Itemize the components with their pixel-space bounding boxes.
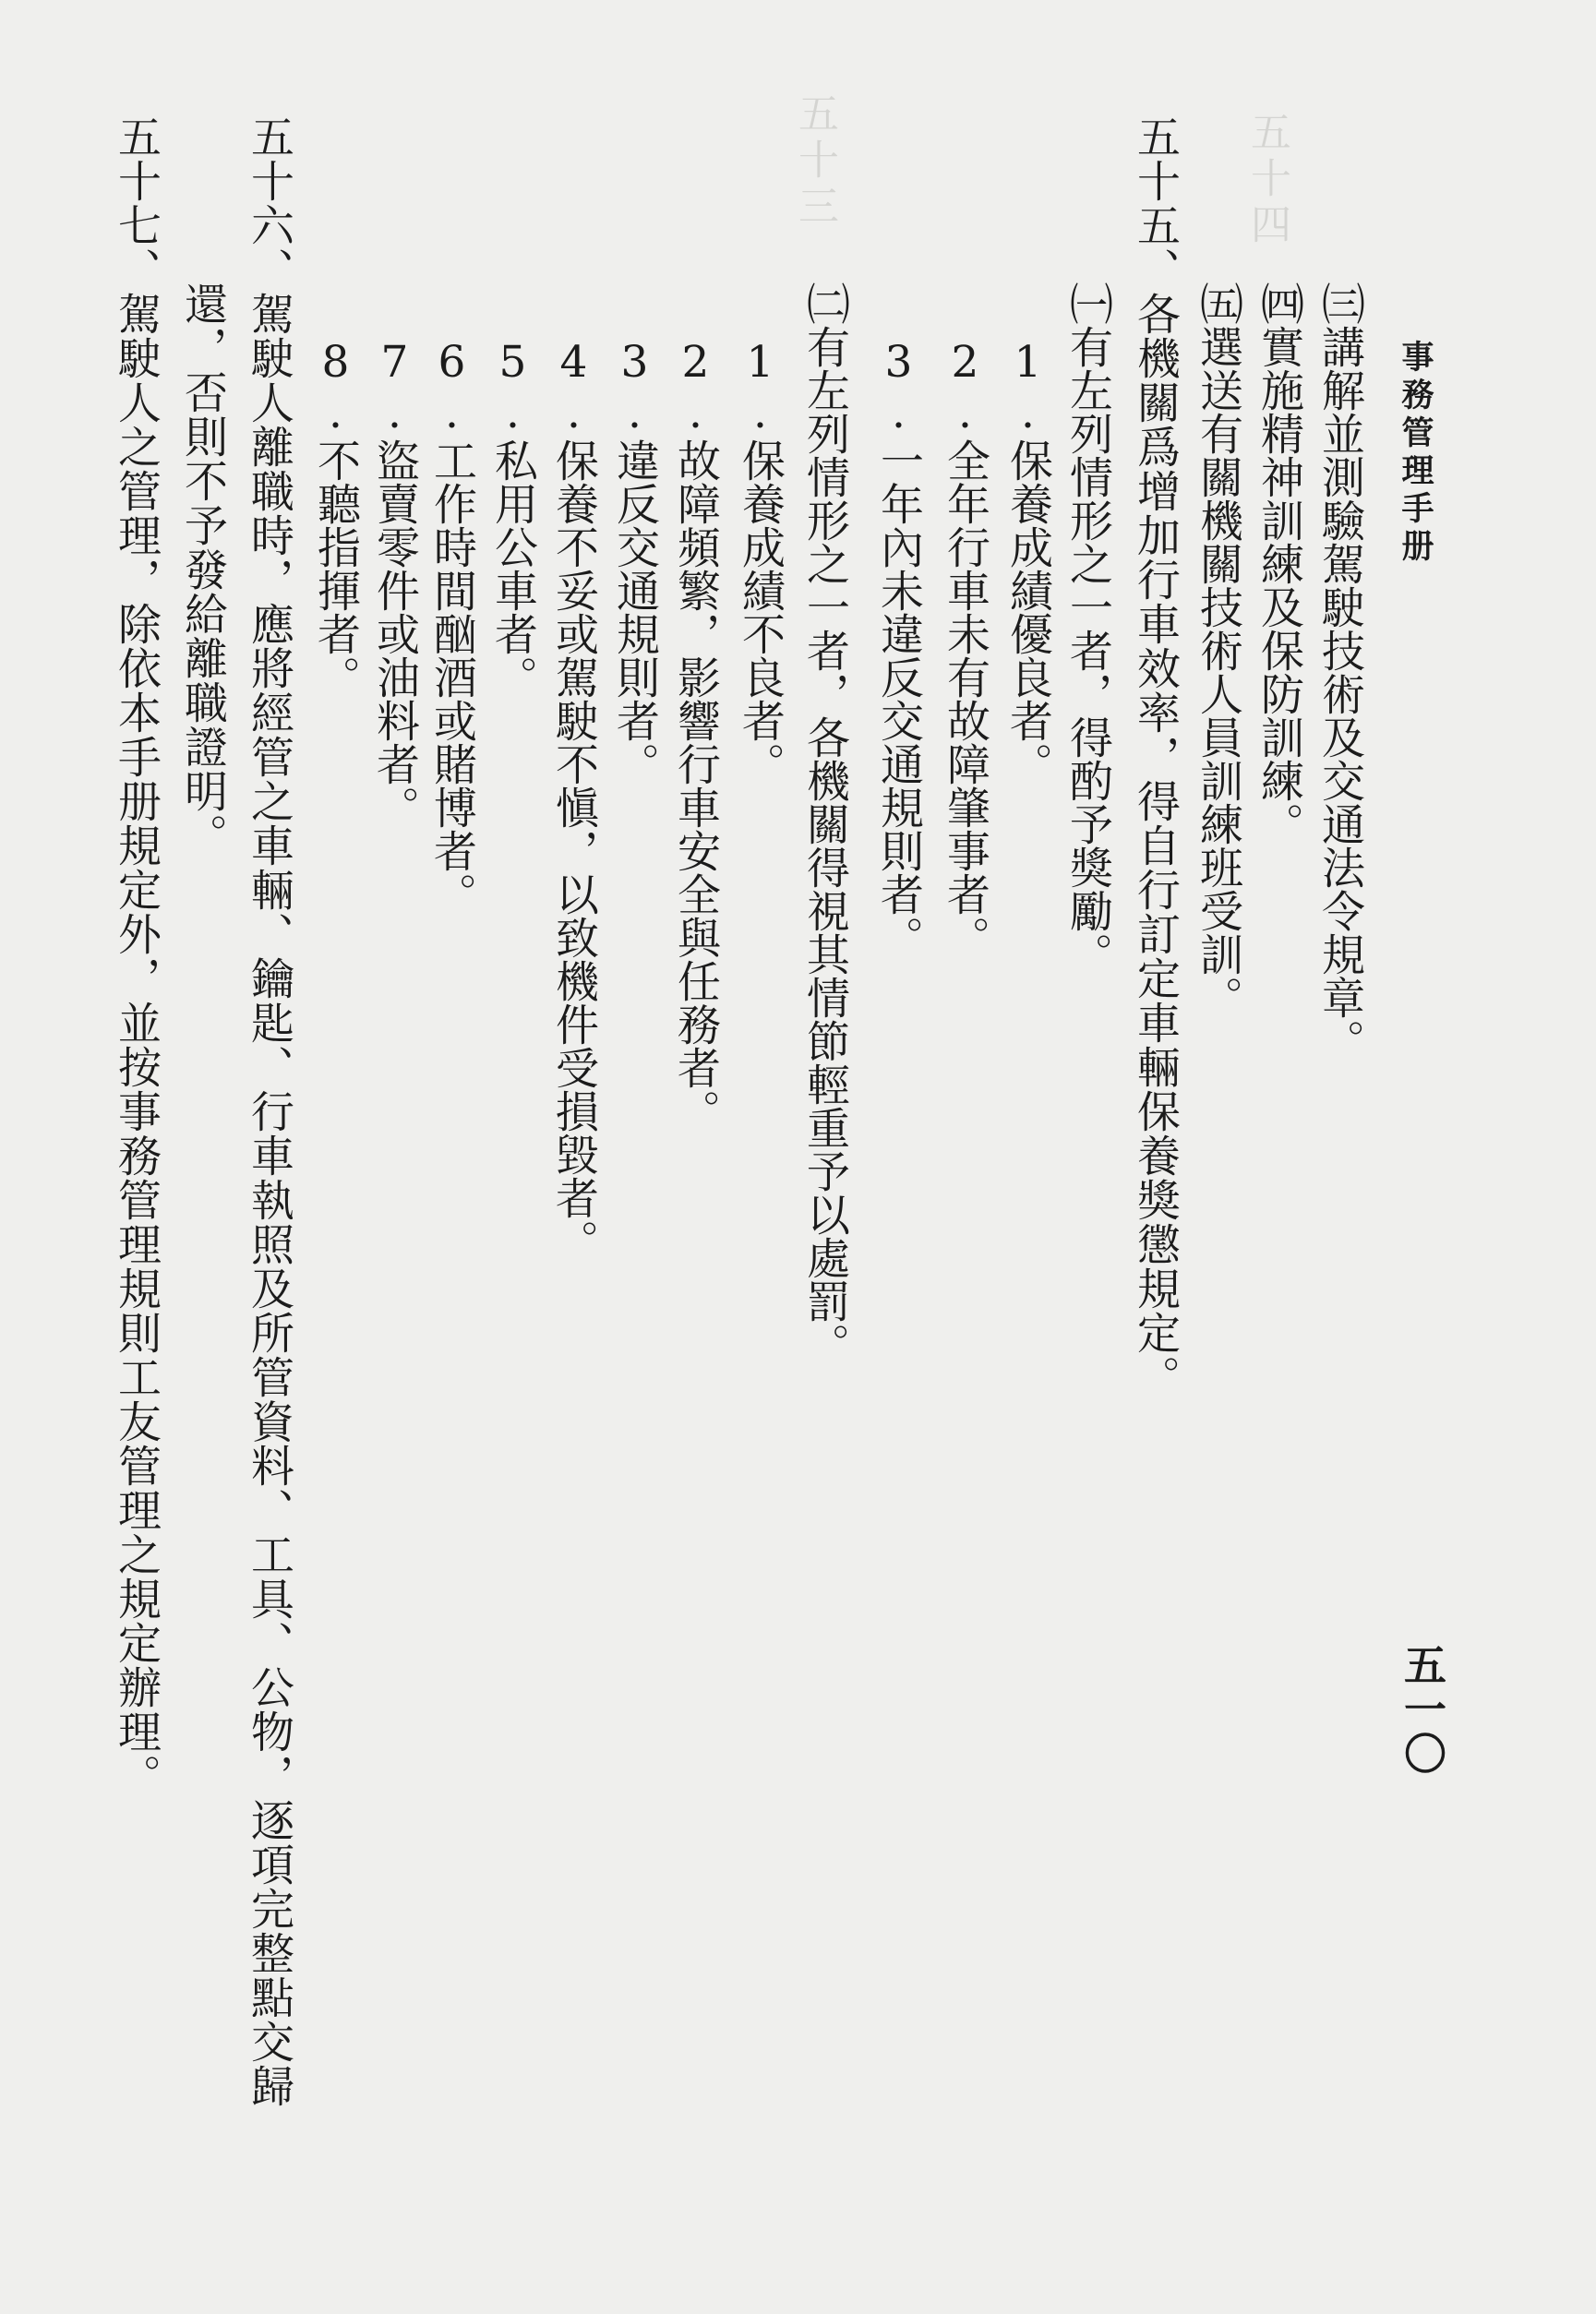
article-55: 五十五、各機關爲增加行車效率，得自行訂定車輛保養獎懲規定。 bbox=[1130, 114, 1181, 1399]
list-item-penalty-8: 8.不聽指揮者。 bbox=[310, 337, 361, 699]
running-header-title: 事務管理手册 bbox=[1397, 340, 1434, 567]
text-column-sub-item-2: ㈡有左列情形之一者，各機關得視其情節輕重予以處罰。 bbox=[799, 282, 850, 1366]
article-56-continued: 還，否則不予發給離職證明。 bbox=[177, 282, 228, 857]
article-57: 五十七、駕駛人之管理，除依本手册規定外，並按事務管理規則工友管理之規定辦理。 bbox=[111, 114, 162, 1798]
page-number: 五一〇 bbox=[1398, 1643, 1447, 1776]
list-item-penalty-7: 7.盜賣零件或油料者。 bbox=[369, 337, 420, 829]
list-item-penalty-3: 3.違反交通規則者。 bbox=[609, 337, 660, 785]
list-item-reward-3: 3.一年內未違反交通規則者。 bbox=[873, 337, 924, 959]
list-item-penalty-1: 1.保養成績不良者。 bbox=[735, 337, 786, 785]
list-item-penalty-4: 4.保養不妥或駕駛不愼，以致機件受損毀者。 bbox=[548, 337, 599, 1263]
list-item-penalty-5: 5.私用公車者。 bbox=[487, 337, 538, 699]
text-column-sub-item-4: ㈣實施精神訓練及保防訓練。 bbox=[1254, 282, 1304, 845]
bleed-through-text: 五十四 bbox=[1243, 111, 1290, 249]
list-item-penalty-6: 6.工作時間酗酒或賭博者。 bbox=[426, 337, 477, 916]
text-column-sub-item-5: ㈤選送有關機關技術人員訓練班受訓。 bbox=[1193, 282, 1243, 1019]
text-column-sub-item-1: ㈠有左列情形之一者，得酌予獎勵。 bbox=[1062, 282, 1113, 976]
article-56: 五十六、駕駛人離職時，應將經管之車輛、鑰匙、行車執照及所管資料、工具、公物，逐項完整點交歸 bbox=[244, 114, 294, 2108]
list-item-penalty-2: 2.故障頻繁，影響行車安全與任務者。 bbox=[670, 337, 721, 1133]
bleed-through-text: 五十三 bbox=[791, 92, 838, 231]
list-item-reward-2: 2.全年行車未有故障肇事者。 bbox=[940, 337, 990, 959]
text-column-sub-item-3: ㈢講解並測驗駕駛技術及交通法令規章。 bbox=[1314, 282, 1365, 1062]
list-item-reward-1: 1.保養成績優良者。 bbox=[1002, 337, 1053, 785]
